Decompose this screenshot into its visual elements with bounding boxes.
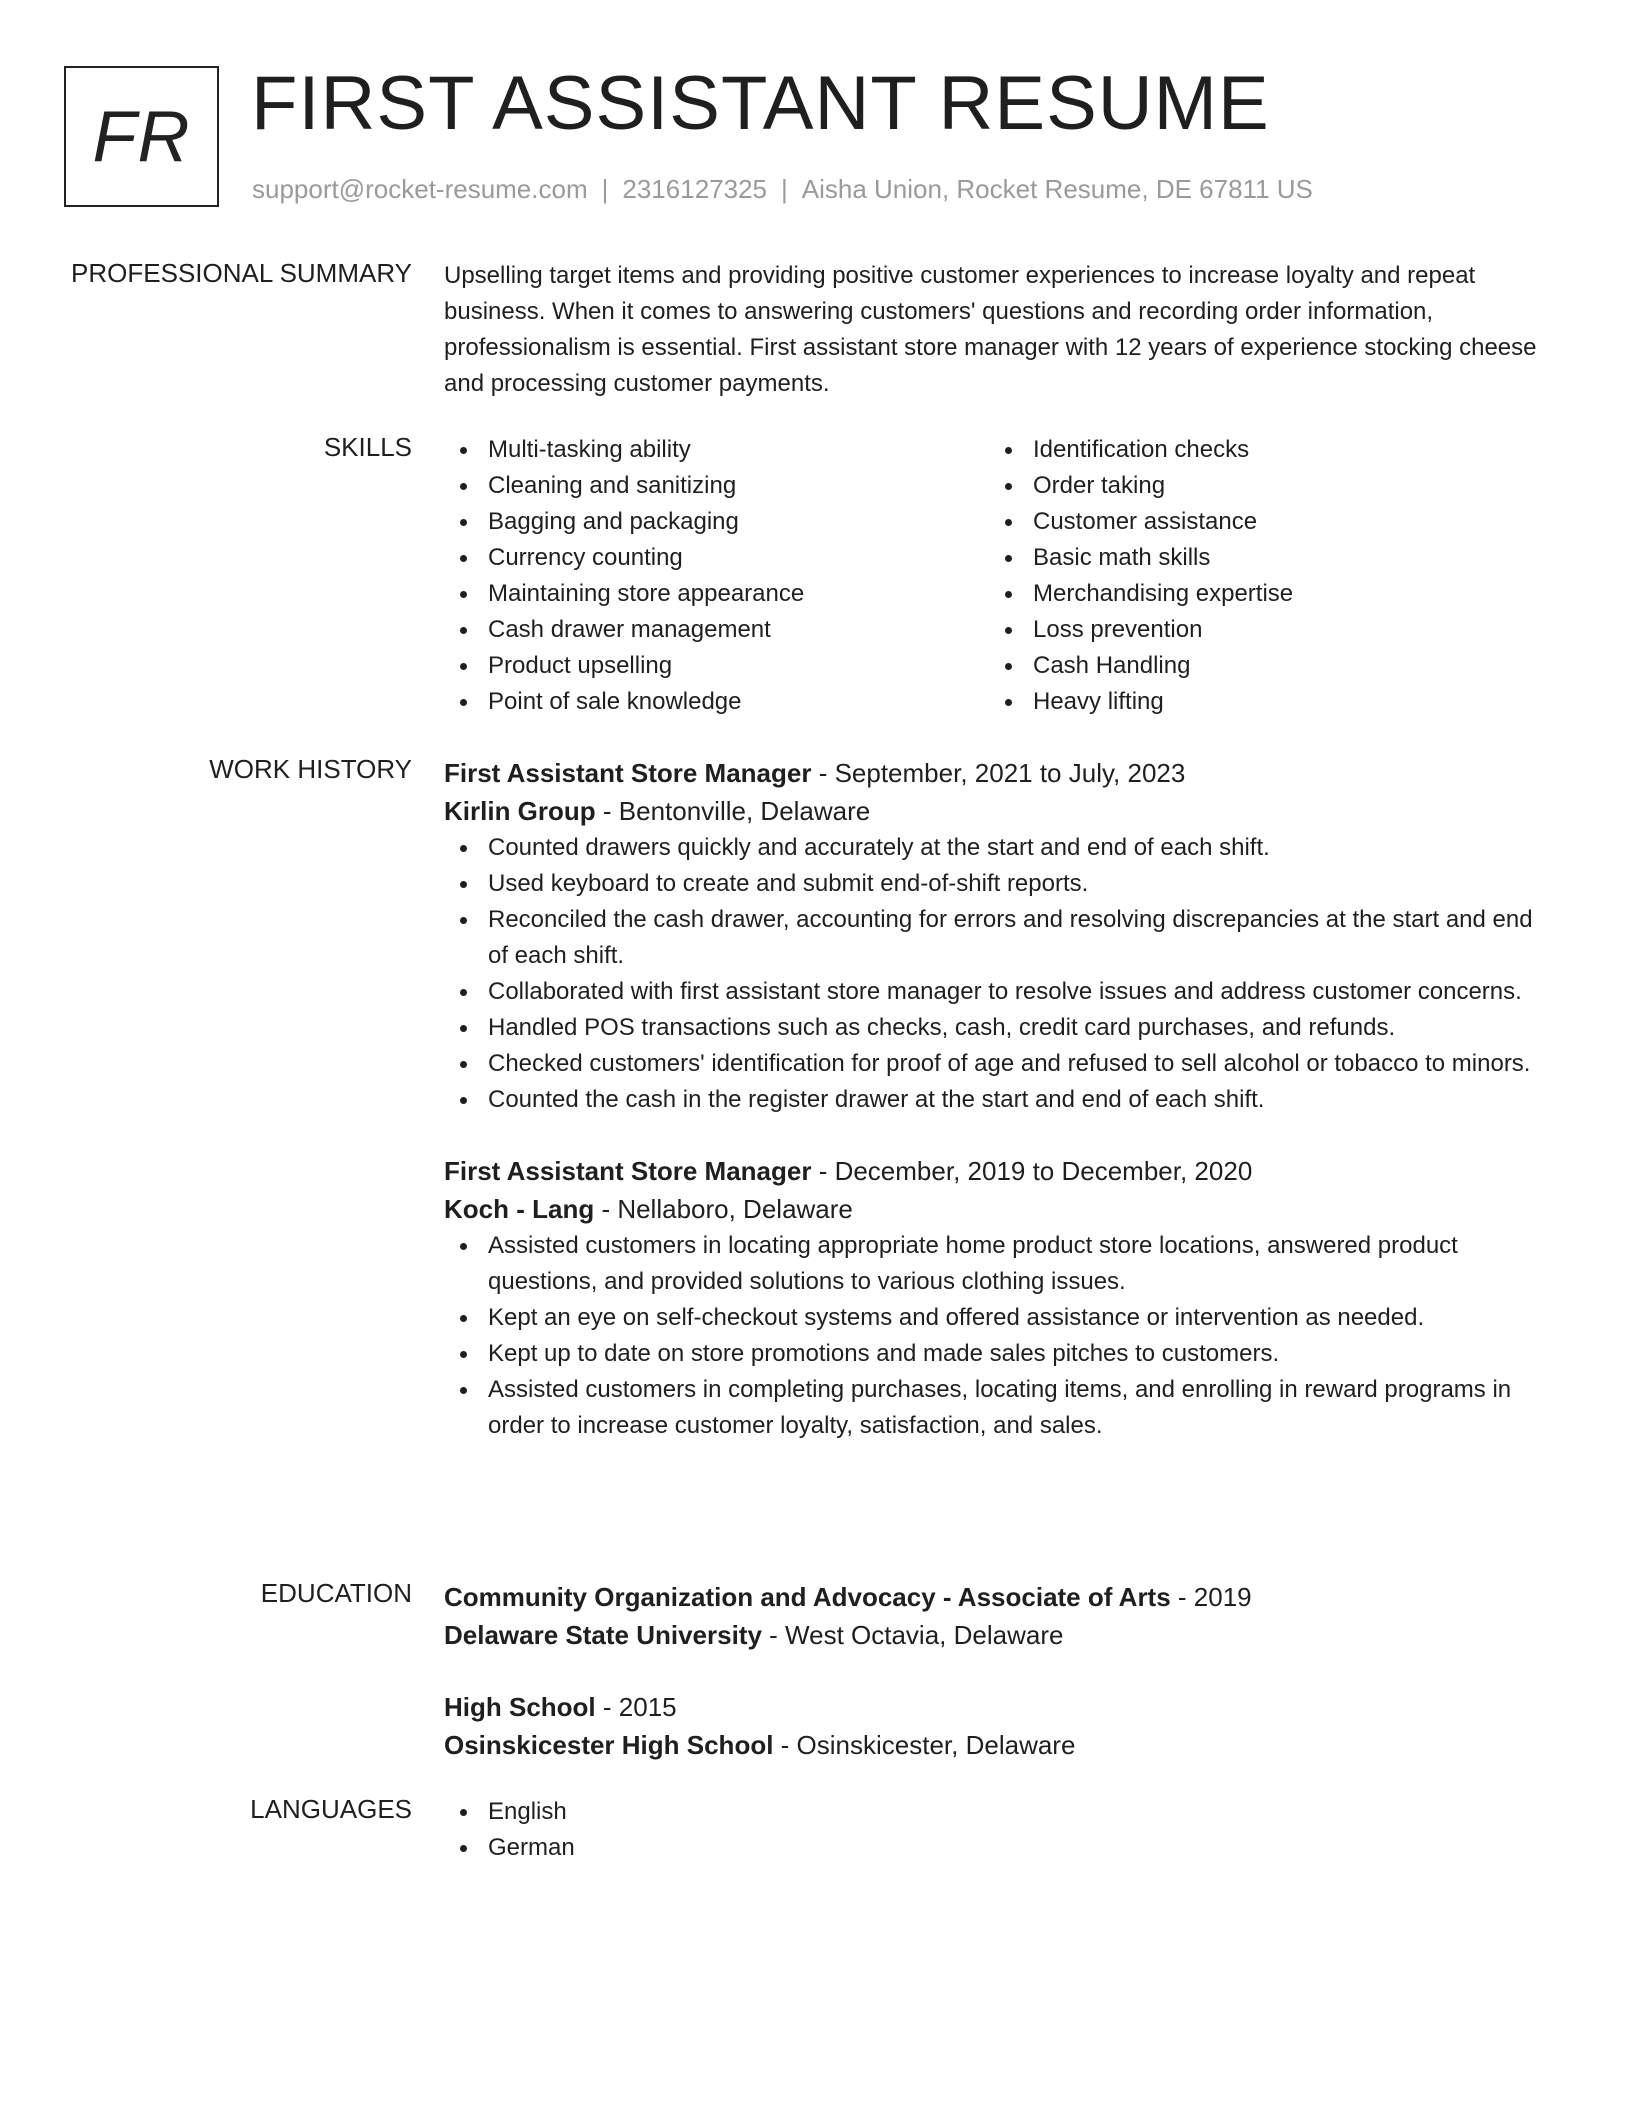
job-bullets: [444, 1228, 1554, 1444]
monogram-box: [64, 66, 219, 207]
job-bullet: Kept up to date on store promotions and made sales pitches to customers.: [444, 1336, 1554, 1372]
skill-item: Multi-tasking ability: [444, 432, 989, 468]
education-location: - Osinskicester, Delaware: [773, 1730, 1076, 1760]
skill-item: Heavy lifting: [989, 684, 1534, 720]
education-location: - West Octavia, Delaware: [761, 1620, 1064, 1650]
skill-item: Maintaining store appearance: [444, 576, 989, 612]
job-bullet: Reconciled the cash drawer, accounting for errors and resolving discrepancies at the start and end of each shift.: [444, 902, 1554, 974]
job-bullet: Counted drawers quickly and accurately at the start and end of each shift.: [444, 830, 1554, 866]
job-bullet: Assisted customers in locating appropriate home product store locations, answered product questions, and provided solutions to various clothing issues.: [444, 1228, 1554, 1300]
contact-phone: 2316127325: [622, 174, 767, 204]
section-label-education: EDUCATION: [260, 1578, 412, 1608]
section-label-languages: LANGUAGES: [250, 1794, 412, 1824]
education-year: - 2019: [1170, 1582, 1252, 1612]
languages-body: [444, 1794, 1554, 1866]
skill-item: Currency counting: [444, 540, 989, 576]
skill-item: Cash drawer management: [444, 612, 989, 648]
education-degree-line: [444, 1578, 1554, 1616]
job-location: - Bentonville, Delaware: [595, 796, 871, 826]
skills-list-left: [444, 432, 989, 720]
job-title: First Assistant Store Manager: [444, 758, 812, 788]
resume-header: [64, 61, 1564, 211]
job-bullet: Checked customers' identification for proof of age and refused to sell alcohol or tobacco to minors.: [444, 1046, 1554, 1082]
job-company: Koch - Lang: [444, 1194, 595, 1224]
education-school: Osinskicester High School: [444, 1730, 774, 1760]
section-label-work: WORK HISTORY: [209, 754, 412, 784]
skill-item: Point of sale knowledge: [444, 684, 989, 720]
skill-item: Order taking: [989, 468, 1534, 504]
skill-item: Product upselling: [444, 648, 989, 684]
contact-line: [252, 174, 1313, 205]
job-company-line: [444, 792, 1554, 830]
job-title: First Assistant Store Manager: [444, 1156, 812, 1186]
summary-text: Upselling target items and providing positive customer experiences to increase loyalty and repeat business. When it comes to answering customers' questions and recording order information, professionalism is essential. First assistant store manager with 12 years of experience stocking cheese and processing customer payments.: [444, 262, 1537, 397]
job-bullets: [444, 830, 1554, 1118]
education-degree-line: [444, 1688, 1554, 1726]
education-entry: [444, 1578, 1554, 1654]
job-location: - Nellaboro, Delaware: [594, 1194, 853, 1224]
job-bullet: Counted the cash in the register drawer at the start and end of each shift.: [444, 1082, 1554, 1118]
skill-item: Cleaning and sanitizing: [444, 468, 989, 504]
job-bullet: Assisted customers in completing purchases, locating items, and enrolling in reward programs in order to increase customer loyalty, satisfaction, and sales.: [444, 1372, 1554, 1444]
skills-columns: [444, 432, 1554, 720]
job-dates: - December, 2019 to December, 2020: [811, 1156, 1253, 1186]
education-degree: High School: [444, 1692, 596, 1722]
languages-list: [444, 1794, 1554, 1866]
job-entry: [444, 1152, 1554, 1444]
skill-item: Identification checks: [989, 432, 1534, 468]
section-label-summary: PROFESSIONAL SUMMARY: [71, 258, 412, 288]
skills-body: [444, 432, 1554, 720]
job-company-line: [444, 1190, 1554, 1228]
monogram-initials: FR: [92, 96, 191, 177]
language-item: English: [444, 1794, 1554, 1830]
language-item: German: [444, 1830, 1554, 1866]
education-entry: [444, 1688, 1554, 1764]
summary-body: [444, 258, 1554, 402]
job-bullet: Handled POS transactions such as checks, cash, credit card purchases, and refunds.: [444, 1010, 1554, 1046]
skill-item: Cash Handling: [989, 648, 1534, 684]
contact-separator: |: [781, 174, 788, 204]
skill-item: Loss prevention: [989, 612, 1534, 648]
contact-separator: |: [601, 174, 609, 204]
job-entry: [444, 754, 1554, 1118]
section-label-skills: SKILLS: [323, 432, 412, 462]
skill-item: Merchandising expertise: [989, 576, 1534, 612]
contact-email: support@rocket-resume.com: [252, 174, 588, 204]
job-bullet: Collaborated with first assistant store manager to resolve issues and address customer concerns.: [444, 974, 1554, 1010]
job-bullet: Kept an eye on self-checkout systems and offered assistance or intervention as needed.: [444, 1300, 1554, 1336]
education-school-line: [444, 1616, 1554, 1654]
skill-item: Basic math skills: [989, 540, 1534, 576]
education-school: Delaware State University: [444, 1620, 762, 1650]
skill-item: Bagging and packaging: [444, 504, 989, 540]
education-school-line: [444, 1726, 1554, 1764]
skills-list-right: [989, 432, 1534, 720]
skill-item: Customer assistance: [989, 504, 1534, 540]
work-body: [444, 754, 1554, 1444]
education-body: [444, 1578, 1554, 1764]
job-company: Kirlin Group: [444, 796, 596, 826]
resume-title: FIRST ASSISTANT RESUME: [251, 61, 1270, 146]
contact-address: Aisha Union, Rocket Resume, DE 67811 US: [801, 174, 1313, 204]
education-degree: Community Organization and Advocacy - Associate of Arts: [444, 1582, 1171, 1612]
job-title-line: [444, 754, 1554, 792]
job-bullet: Used keyboard to create and submit end-of-shift reports.: [444, 866, 1554, 902]
job-title-line: [444, 1152, 1554, 1190]
job-dates: - September, 2021 to July, 2023: [811, 758, 1186, 788]
education-year: - 2015: [595, 1692, 677, 1722]
